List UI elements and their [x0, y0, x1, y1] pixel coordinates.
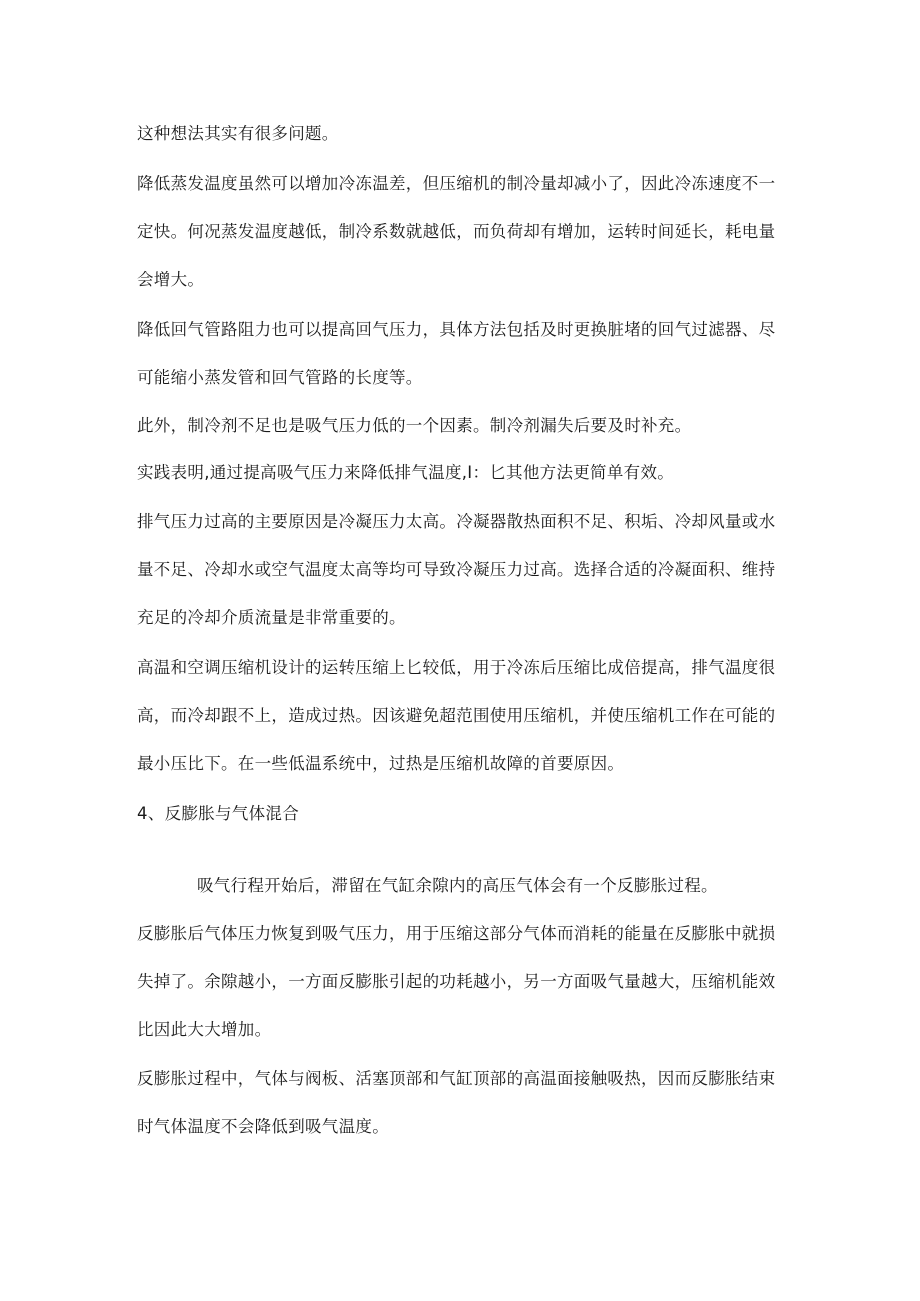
text-line: 高温和空调压缩机设计的运转压缩上匕较低，用于冷冻后压缩比成倍提高，排气温度很	[137, 658, 776, 677]
text-line: 实践表明,通过提高吸气压力来降低排气温度,I：匕其他方法更简单有效。	[137, 463, 675, 482]
text-line: 充足的冷却介质流量是非常重要的。	[137, 608, 406, 627]
text-line: 失掉了。余隙越小，一方面反膨胀引起的功耗越小，另一方面吸气量越大，压缩机能效	[137, 972, 776, 991]
text-line: 定快。何况蒸发温度越低，制冷系数就越低，而负荷却有增加，运转时间延长，耗电量	[137, 222, 776, 241]
text-line: 量不足、冷却水或空气温度太高等均可导致冷凝压力过高。选择合适的冷凝面积、维持	[137, 560, 776, 579]
text-line: 此外，制冷剂不足也是吸气压力低的一个因素。制冷剂漏失后要及时补充。	[137, 416, 692, 435]
text-line: 排气压力过高的主要原因是冷凝压力太高。冷凝器散热面积不足、积垢、冷却风量或水	[137, 512, 776, 531]
text-line: 降低回气管路阻力也可以提高回气压力，具体方法包括及时更换脏堵的回气过滤器、尽	[137, 320, 776, 339]
text-line: 反膨胀过程中，气体与阀板、活塞顶部和气缸顶部的高温面接触吸热，因而反膨胀结束	[137, 1069, 776, 1088]
text-line: 会增大。	[137, 270, 205, 289]
section-heading: 4、反膨胀与气体混合	[137, 804, 299, 823]
text-line: 时气体温度不会降低到吸气温度。	[137, 1117, 389, 1136]
text-line: 可能缩小蒸发管和回气管路的长度等。	[137, 368, 423, 387]
text-line: 比因此大大增加。	[137, 1020, 272, 1039]
text-line: 反膨胀后气体压力恢复到吸气压力，用于压缩这部分气体而消耗的能量在反膨胀中就损	[137, 924, 776, 943]
text-line: 高，而冷却跟不上，造成过热。因该避免超范围使用压缩机，并使压缩机工作在可能的	[137, 706, 776, 725]
text-line: 这种想法其实有很多问题。	[137, 124, 339, 143]
text-line: 吸气行程开始后，滞留在气缸余隙内的高压气体会有一个反膨胀过程。	[197, 876, 718, 895]
text-line: 降低蒸发温度虽然可以增加冷冻温差，但压缩机的制冷量却减小了，因此冷冻速度不一	[137, 174, 776, 193]
text-line: 最小压比下。在一些低温系统中，过热是压缩机故障的首要原因。	[137, 754, 625, 773]
